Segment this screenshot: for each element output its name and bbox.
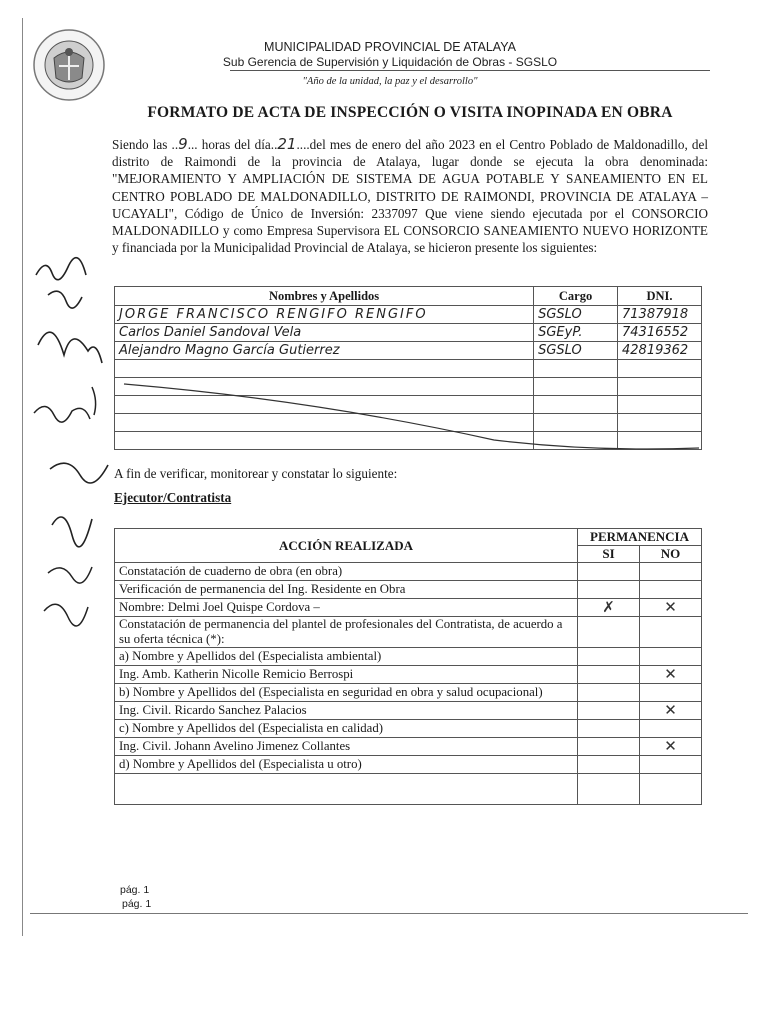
action-text: Verificación de permanencia del Ing. Residente en Obra <box>115 581 578 599</box>
action-text: a) Nombre y Apellidos del (Especialista ambiental) <box>115 648 578 666</box>
action-text: b) Nombre y Apellidos del (Especialista en seguridad en obra y salud ocupacional) <box>115 684 578 702</box>
action-text: Constatación de permanencia del plantel de profesionales del Contratista, de acuerdo a su oferta técnica (*): <box>115 617 578 648</box>
no-mark: ✕ <box>640 702 702 720</box>
no-mark <box>640 756 702 774</box>
column-header-dni: DNI. <box>618 287 702 306</box>
column-header-permanencia: PERMANENCIA <box>578 529 702 546</box>
si-mark <box>578 648 640 666</box>
header-rule <box>230 70 710 71</box>
si-mark <box>578 720 640 738</box>
si-mark <box>578 684 640 702</box>
attendee-dni: 74316552 <box>618 324 702 342</box>
action-text <box>115 774 578 805</box>
no-mark <box>640 720 702 738</box>
subdivision-name: Sub Gerencia de Supervisión y Liquidación de Obras - SGSLO <box>222 55 558 69</box>
intro-text-3: ....del mes de enero del año 2023 en el Centro Poblado de Maldonadillo, del distrito de Raimondi de la provincia de Atalaya, lugar donde se ejecuta la obra denominada: "MEJORAMIENTO Y AMPLIACIÓN DE SISTEMA DE AGUA POTABLE Y SANEAMIENTO EN EL CENTRO POBLADO DE MALDONADILLO, DISTRITO DE RAIMONDI, PROVINCIA DE ATALAYA – UCAYALI", Código de Único de Inversión: 2337097 Que viene siendo ejecutada por el CONSORCIO MALDONADILLO y como Empresa Supervisora EL CONSORCIO SANEAMIENTO NUEVO HORIZONTE y financiada por la Municipalidad Provincial de Atalaya, se hicieron presente los siguientes: <box>112 137 708 256</box>
no-mark <box>640 563 702 581</box>
attendee-name: JORGE FRANCISCO RENGIFO RENGIFO <box>115 306 534 324</box>
action-text: c) Nombre y Apellidos del (Especialista en calidad) <box>115 720 578 738</box>
cancel-stroke <box>114 370 702 460</box>
table-row <box>115 617 702 648</box>
action-text: Constatación de cuaderno de obra (en obra) <box>115 563 578 581</box>
si-mark <box>578 617 640 648</box>
attendee-cargo: SGSLO <box>534 306 618 324</box>
table-row <box>115 324 702 342</box>
action-text: d) Nombre y Apellidos del (Especialista u otro) <box>115 756 578 774</box>
table-row <box>115 581 702 599</box>
no-mark <box>640 648 702 666</box>
actions-table <box>114 528 702 805</box>
institution-name: MUNICIPALIDAD PROVINCIAL DE ATALAYA <box>264 40 516 54</box>
column-header-action: ACCIÓN REALIZADA <box>115 529 578 563</box>
column-header-names: Nombres y Apellidos <box>115 287 534 306</box>
margin-signatures <box>28 255 116 635</box>
column-header-si: SI <box>578 546 640 563</box>
si-mark <box>578 666 640 684</box>
si-mark <box>578 581 640 599</box>
action-text: Ing. Amb. Katherin Nicolle Remicio Berrospi <box>115 666 578 684</box>
handwritten-hour: 9 <box>178 135 188 153</box>
attendee-name: Alejandro Magno García Gutierrez <box>115 342 534 360</box>
no-mark <box>640 774 702 805</box>
table-row <box>115 684 702 702</box>
table-row <box>115 702 702 720</box>
table-row <box>115 756 702 774</box>
table-row <box>115 720 702 738</box>
si-mark <box>578 702 640 720</box>
no-mark <box>640 684 702 702</box>
intro-text-1: Siendo las .. <box>112 137 179 152</box>
no-mark: ✕ <box>640 599 702 617</box>
handwritten-day: 21 <box>277 135 297 153</box>
intro-text-2: ... horas del día.. <box>187 137 278 152</box>
si-mark <box>578 774 640 805</box>
attendee-dni: 71387918 <box>618 306 702 324</box>
action-text: Ing. Civil. Johann Avelino Jimenez Collantes <box>115 738 578 756</box>
page-number: pág. 1 <box>122 898 152 910</box>
no-mark: ✕ <box>640 666 702 684</box>
intro-paragraph <box>112 136 708 256</box>
attendee-cargo: SGEyP. <box>534 324 618 342</box>
no-mark: ✕ <box>640 738 702 756</box>
slogan: "Año de la unidad, la paz y el desarrollo" <box>302 76 478 87</box>
no-mark <box>640 581 702 599</box>
table-row <box>115 774 702 805</box>
attendee-dni: 42819362 <box>618 342 702 360</box>
column-header-no: NO <box>640 546 702 563</box>
si-mark: ✗ <box>578 599 640 617</box>
column-header-cargo: Cargo <box>534 287 618 306</box>
table-row <box>115 342 702 360</box>
verify-text: A fin de verificar, monitorear y constatar lo siguiente: <box>114 466 398 481</box>
page-number: pág. 1 <box>120 884 150 896</box>
si-mark <box>578 738 640 756</box>
executor-label: Ejecutor/Contratista <box>114 490 232 505</box>
table-row <box>115 563 702 581</box>
document-title: FORMATO DE ACTA DE INSPECCIÓN O VISITA INOPINADA EN OBRA <box>147 104 673 121</box>
no-mark <box>640 617 702 648</box>
action-text: Nombre: Delmi Joel Quispe Cordova – <box>115 599 578 617</box>
attendee-cargo: SGSLO <box>534 342 618 360</box>
action-text: Ing. Civil. Ricardo Sanchez Palacios <box>115 702 578 720</box>
table-row <box>115 599 702 617</box>
municipal-seal-logo <box>32 28 106 102</box>
attendee-name: Carlos Daniel Sandoval Vela <box>115 324 534 342</box>
footer-rule <box>30 913 748 914</box>
table-row <box>115 648 702 666</box>
si-mark <box>578 563 640 581</box>
table-row <box>115 738 702 756</box>
table-row <box>115 666 702 684</box>
si-mark <box>578 756 640 774</box>
table-row <box>115 306 702 324</box>
